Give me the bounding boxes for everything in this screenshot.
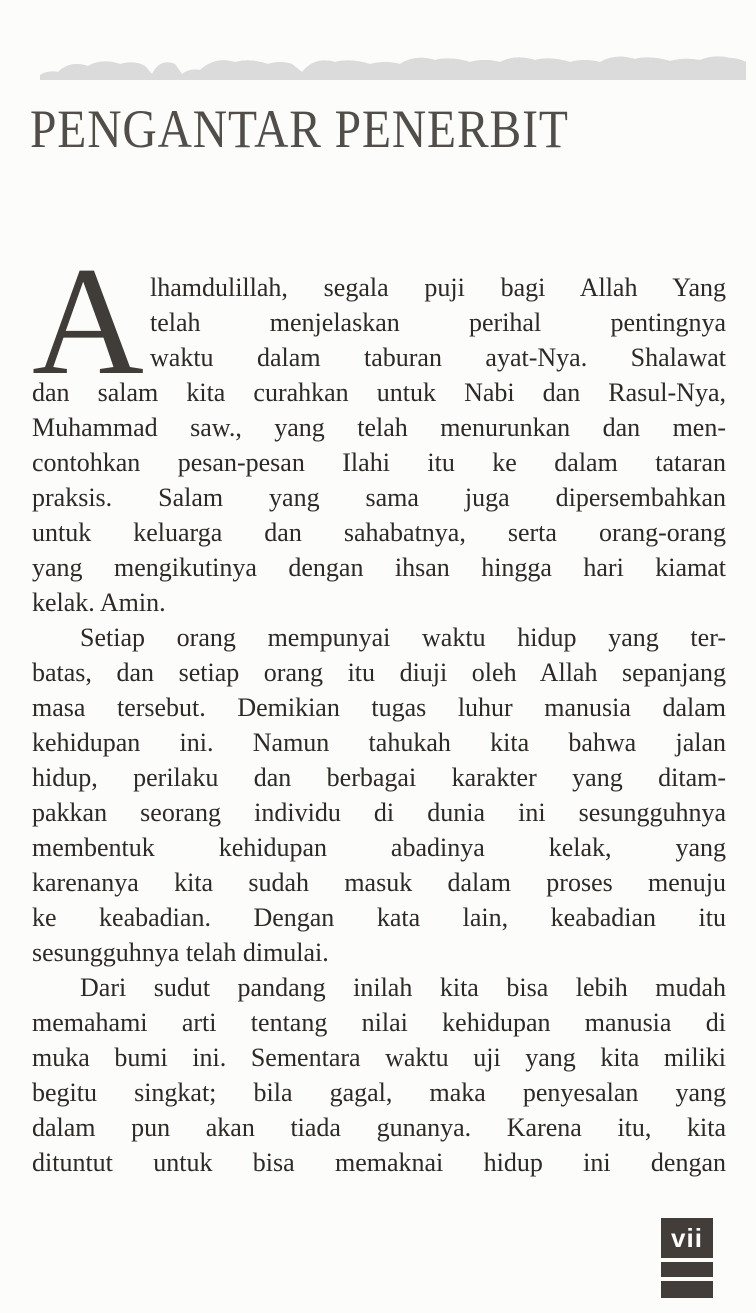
page-title: PENGANTAR PENERBIT <box>30 99 569 159</box>
text-line: kehidupan ini. Namun tahukah kita bahwa jalan <box>32 728 726 757</box>
text-line: muka bumi ini. Sementara waktu uji yang kita miliki <box>32 1043 726 1072</box>
text-line: lhamdulillah, segala puji bagi Allah Yang <box>150 273 726 302</box>
body-text <box>32 235 726 1180</box>
page-number-block <box>661 1218 713 1298</box>
page-number: vii <box>671 1222 703 1253</box>
text-line: pakkan seorang individu di dunia ini sesungguhnya <box>32 798 726 827</box>
drop-cap: A <box>32 235 144 407</box>
text-line: hidup, perilaku dan berbagai karakter yang ditam- <box>32 763 726 792</box>
text-line: Setiap orang mempunyai waktu hidup yang ter- <box>80 623 726 652</box>
text-line: Dari sudut pandang inilah kita bisa lebih mudah <box>80 973 726 1002</box>
text-line: dan salam kita curahkan untuk Nabi dan Rasul-Nya, <box>32 378 726 407</box>
text-line: membentuk kehidupan abadinya kelak, yang <box>32 833 726 862</box>
paragraph <box>32 235 726 620</box>
text-line: masa tersebut. Demikian tugas luhur manusia dalam <box>32 693 726 722</box>
text-line: Muhammad saw., yang telah menurunkan dan men- <box>32 413 726 442</box>
text-line: kelak. Amin. <box>32 588 166 617</box>
text-line: yang mengikutinya dengan ihsan hingga hari kiamat <box>32 553 726 582</box>
decorative-bar <box>661 1281 713 1298</box>
text-line: ke keabadian. Dengan kata lain, keabadian itu <box>32 903 726 932</box>
text-line: contohkan pesan-pesan Ilahi itu ke dalam tataran <box>32 448 726 477</box>
decorative-halftone-band <box>40 48 746 80</box>
text-line: batas, dan setiap orang itu diuji oleh Allah sepanjang <box>32 658 726 687</box>
text-line: dituntut untuk bisa memaknai hidup ini dengan <box>32 1148 726 1177</box>
text-line: praksis. Salam yang sama juga dipersembahkan <box>32 483 726 512</box>
page-number-badge <box>661 1218 713 1258</box>
text-line: untuk keluarga dan sahabatnya, serta orang-orang <box>32 518 726 547</box>
text-line: waktu dalam taburan ayat-Nya. Shalawat <box>150 343 726 372</box>
text-line: dalam pun akan tiada gunanya. Karena itu, kita <box>32 1113 726 1142</box>
text-line: telah menjelaskan perihal pentingnya <box>150 308 726 337</box>
text-line: memahami arti tentang nilai kehidupan manusia di <box>32 1008 726 1037</box>
paragraph <box>32 970 726 1180</box>
text-line: karenanya kita sudah masuk dalam proses menuju <box>32 868 726 897</box>
text-line: sesungguhnya telah dimulai. <box>32 938 329 967</box>
text-line: begitu singkat; bila gagal, maka penyesalan yang <box>32 1078 726 1107</box>
paragraph <box>32 620 726 970</box>
decorative-bar <box>661 1262 713 1277</box>
